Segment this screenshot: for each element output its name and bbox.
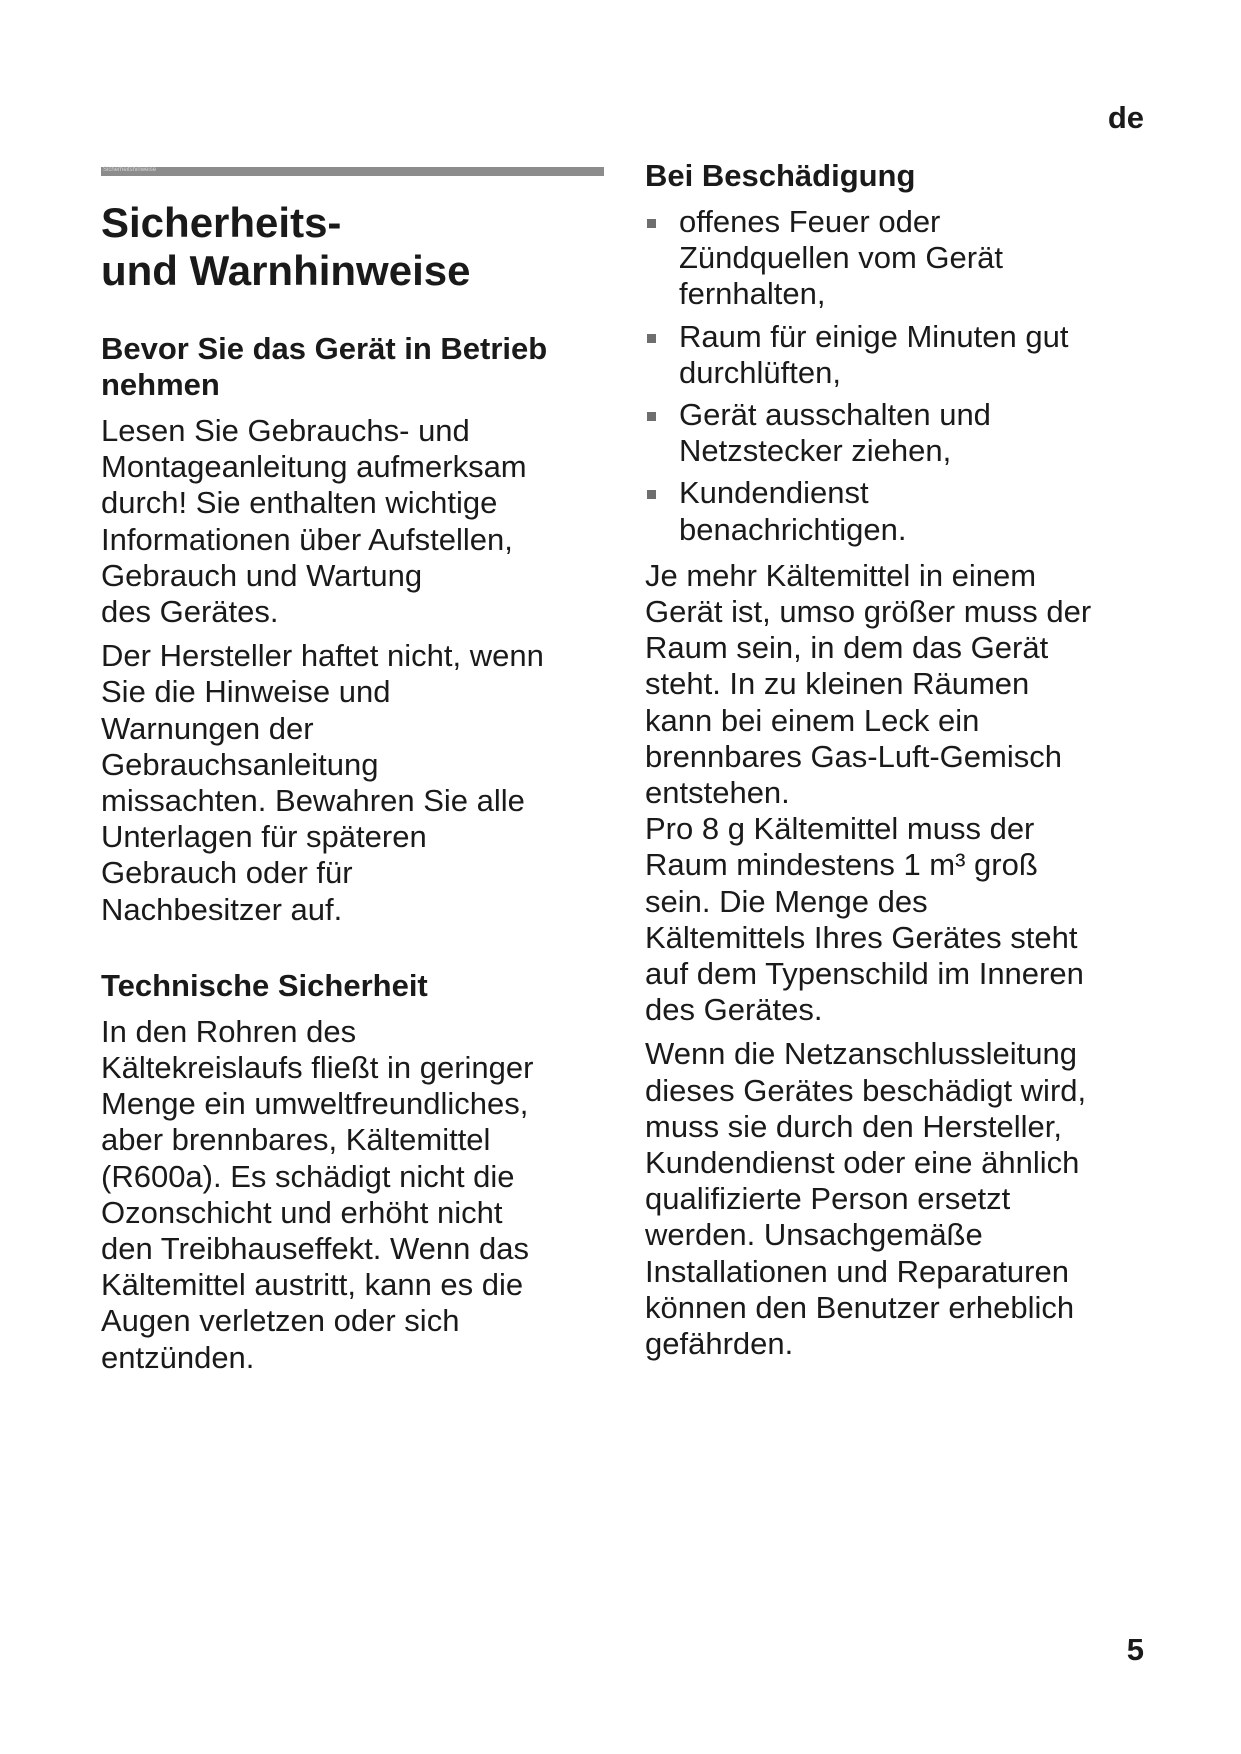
right-column [645, 158, 1160, 1370]
page-title-line-2: und Warnhinweise [101, 247, 471, 294]
text-line: Der Hersteller haftet nicht, wenn [101, 638, 544, 674]
heading-before-operation [101, 331, 604, 403]
paragraph-refrigerant-amount [645, 811, 1160, 1028]
paragraph-read-instructions [101, 413, 604, 630]
list-item [645, 397, 1160, 469]
text-line: des Gerätes. [101, 594, 279, 630]
page-title-line-1: Sicherheits- [101, 199, 342, 246]
text-line: Lesen Sie Gebrauchs- und [101, 413, 470, 448]
text-line: Wenn die Netzanschlussleitung [645, 1036, 1077, 1072]
section-rule-label: Sicherheitshinweise [103, 167, 157, 173]
text-line: Kältemittels Ihres Gerätes steht [645, 919, 1078, 955]
text-line: Informationen über Aufstellen, [101, 521, 513, 557]
text-line: Gebrauch oder für [101, 855, 353, 891]
damage-steps-list [645, 204, 1160, 548]
language-tag: de [1107, 100, 1144, 135]
heading-before-operation-line-1: Bevor Sie das Gerät in Betrieb [101, 331, 548, 366]
paragraph-refrigerant [101, 1014, 604, 1376]
text-line: Zündquellen vom Gerät [679, 240, 1003, 276]
text-line: Sie die Hinweise und [101, 674, 391, 710]
text-line: fernhalten, [679, 276, 826, 312]
text-line: Gerät ausschalten und [679, 397, 991, 433]
text-line: Menge ein umweltfreundliches, [101, 1086, 529, 1122]
text-line: muss sie durch den Hersteller, [645, 1108, 1062, 1144]
page-title [101, 199, 604, 295]
section-rule [101, 167, 604, 176]
text-line: dieses Gerätes beschädigt wird, [645, 1072, 1087, 1108]
left-column [101, 167, 604, 1384]
text-line: missachten. Bewahren Sie alle [101, 783, 525, 819]
heading-in-case-of-damage: Bei Beschädigung [645, 158, 916, 193]
square-bullet-icon [647, 334, 656, 343]
text-line: kann bei einem Leck ein [645, 702, 980, 738]
square-bullet-icon [647, 219, 656, 228]
text-line: Netzstecker ziehen, [679, 433, 952, 469]
paragraph-power-cable [645, 1036, 1160, 1362]
text-line: offenes Feuer oder [679, 204, 941, 239]
text-line: steht. In zu kleinen Räumen [645, 666, 1030, 702]
list-item [645, 475, 1160, 547]
text-line: Augen verletzen oder sich [101, 1303, 460, 1339]
heading-before-operation-line-2: nehmen [101, 367, 220, 402]
text-line: des Gerätes. [645, 992, 823, 1028]
text-line: Raum sein, in dem das Gerät [645, 630, 1049, 666]
paragraph-manufacturer-liability [101, 638, 604, 928]
text-line: entstehen. [645, 775, 790, 811]
text-line: auf dem Typenschild im Inneren [645, 956, 1084, 992]
text-line: Installationen und Reparaturen [645, 1253, 1069, 1289]
text-line: gefährden. [645, 1326, 794, 1362]
text-line: (R600a). Es schädigt nicht die [101, 1158, 515, 1194]
text-line: Nachbesitzer auf. [101, 891, 343, 927]
text-line: durchlüften, [679, 354, 841, 390]
square-bullet-icon [647, 412, 656, 421]
text-line: Montageanleitung aufmerksam [101, 449, 527, 485]
paragraph-room-size [645, 558, 1160, 811]
page-number: 5 [1126, 1632, 1144, 1667]
text-line: Kältemittel austritt, kann es die [101, 1267, 524, 1303]
text-line: Unterlagen für späteren [101, 819, 427, 855]
text-line: durch! Sie enthalten wichtige [101, 485, 498, 521]
text-line: brennbares Gas-Luft-Gemisch [645, 738, 1062, 774]
text-line: Warnungen der [101, 710, 314, 746]
text-line: entzünden. [101, 1339, 255, 1375]
text-line: können den Benutzer erheblich [645, 1289, 1075, 1325]
text-line: Kältekreislaufs fließt in geringer [101, 1050, 534, 1086]
list-item [645, 319, 1160, 391]
text-line: Gebrauch und Wartung [101, 557, 423, 593]
heading-technical-safety: Technische Sicherheit [101, 967, 428, 1003]
text-line: qualifizierte Person ersetzt [645, 1181, 1011, 1217]
text-line: Gebrauchsanleitung [101, 746, 379, 782]
text-line: werden. Unsachgemäße [645, 1217, 983, 1253]
text-line: den Treibhauseffekt. Wenn das [101, 1231, 529, 1267]
text-line: Kundendienst oder eine ähnlich [645, 1145, 1080, 1181]
text-line: Gerät ist, umso größer muss der [645, 594, 1092, 630]
text-line: Je mehr Kältemittel in einem [645, 557, 1037, 593]
square-bullet-icon [647, 490, 656, 499]
text-line: In den Rohren des [101, 1013, 357, 1049]
text-line: Kundendienst [679, 475, 869, 511]
text-line: benachrichtigen. [679, 511, 907, 547]
text-line: aber brennbares, Kältemittel [101, 1122, 491, 1158]
list-item [645, 204, 1160, 313]
text-line: sein. Die Menge des [645, 883, 928, 919]
text-line: Raum mindestens 1 m³ groß [645, 847, 1038, 883]
text-line: Pro 8 g Kältemittel muss der [645, 811, 1035, 847]
text-line: Raum für einige Minuten gut [679, 318, 1069, 354]
text-line: Ozonschicht und erhöht nicht [101, 1194, 503, 1230]
